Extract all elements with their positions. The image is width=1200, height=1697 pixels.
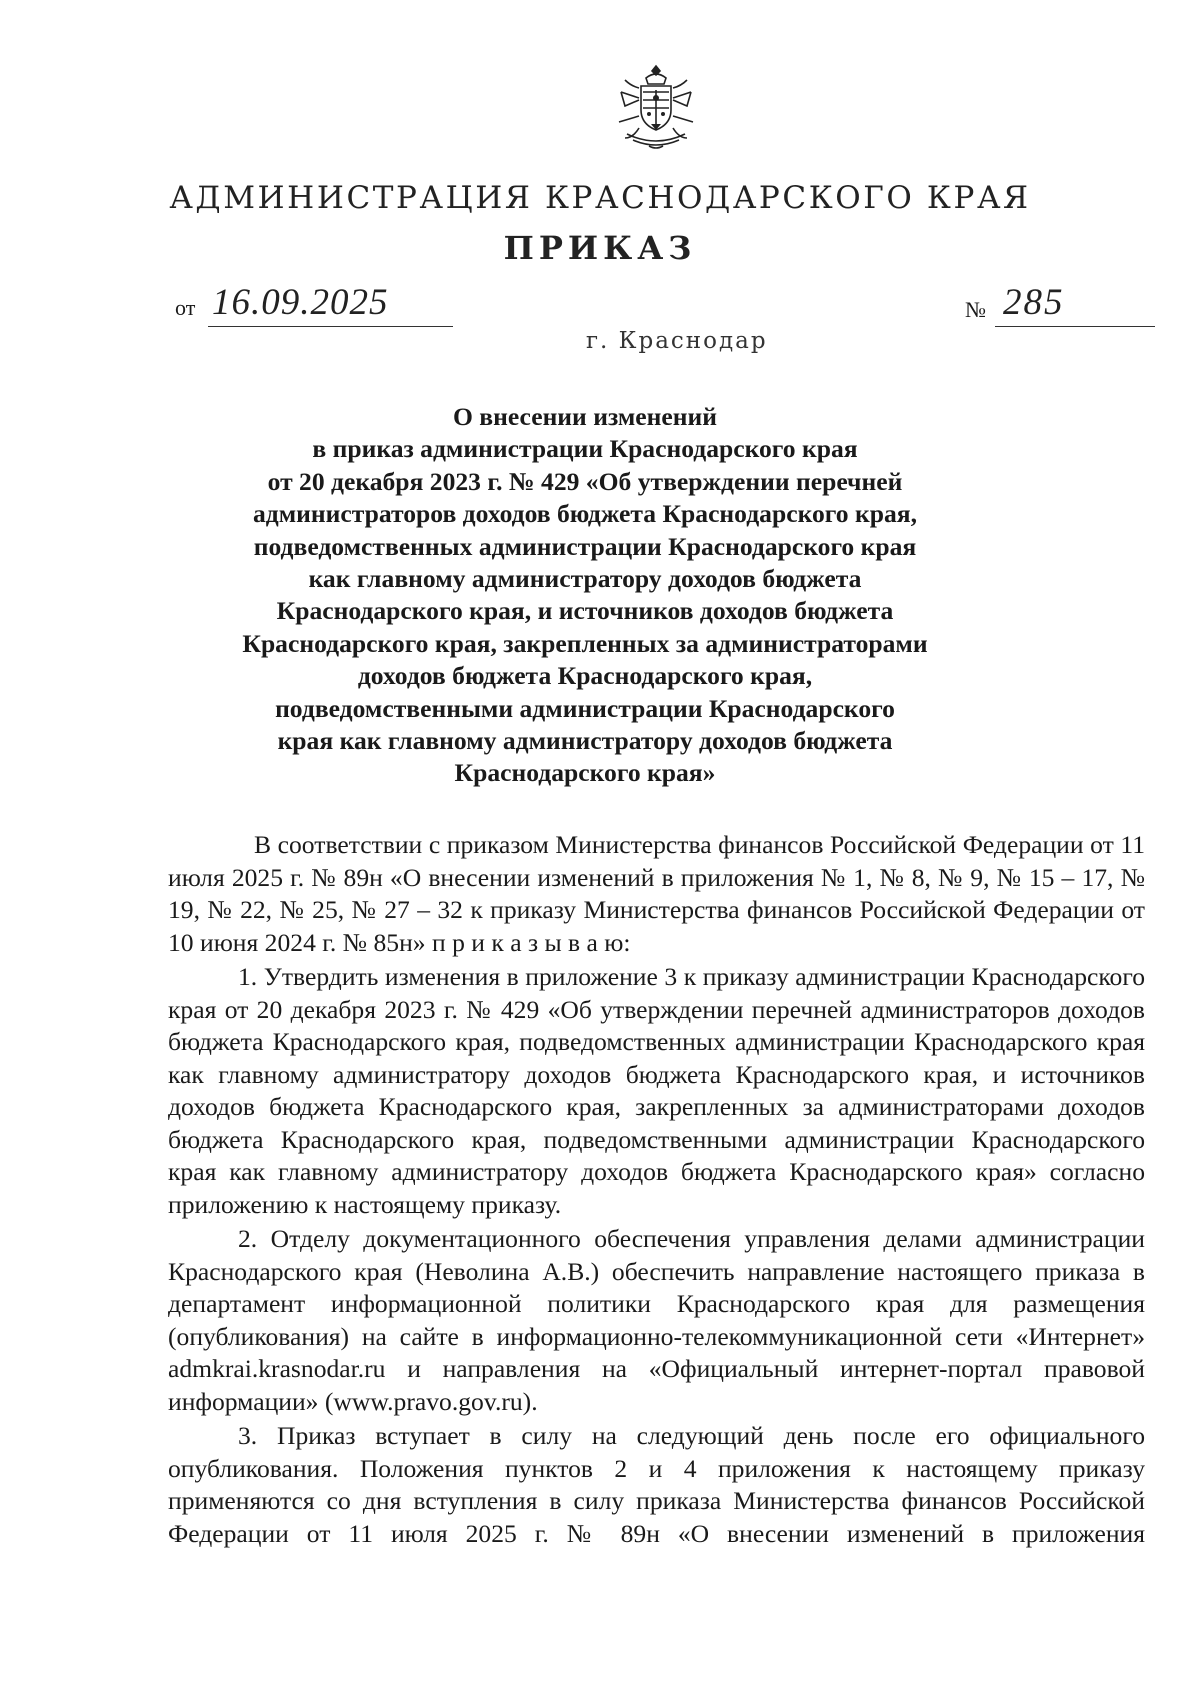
paragraph-item-2: 2. Отделу документационного обеспечения управления делами администрации Краснодарского края (Неволина А.В.) обеспечить направление настоящего приказа в департамент информационной политики Краснодарского края для размещения (опубликования) на сайте в информационно-телекоммуникационной сети «Интернет» admkrai.krasnodar.ru и направления на «Официальный интернет-портал правовой информации» (www.pravo.gov.ru). — [168, 1224, 1145, 1416]
title-line: Краснодарского края, и источников доходов бюджета — [276, 596, 894, 626]
title-line: как главному администратору доходов бюджета — [308, 564, 862, 594]
number-underline — [995, 326, 1155, 327]
paragraph-preamble: В соответствии с приказом Министерства финансов Российской Федерации от 11 июля 2025 г. № 89н «О внесении изменений в приложения № 1, № 8, № 9, № 15 – 17, № 19, № 22, № 25, № 27 – 32 к приказу Министерства финансов Российской Федерации от 10 июня 2024 г. № 85н» п р и к а з ы в а ю: — [168, 830, 1145, 957]
title-line: края как главному администратору доходов бюджета — [277, 726, 893, 756]
title-line: подведомственных администрации Краснодарского края — [253, 531, 917, 561]
paragraph-item-3: 3. Приказ вступает в силу на следующий день после его официального опубликования. Положения пунктов 2 и 4 приложения к настоящему приказу применяются со дня вступления в силу приказа Министерства финансов Российской Федерации от 11 июля 2025 г. № 89н «О внесении изменений в приложения — [168, 1421, 1145, 1548]
document-type: ПРИКАЗ — [503, 229, 697, 267]
handwritten-number: 285 — [1003, 282, 1065, 323]
title-line: О внесении изменений — [452, 402, 718, 431]
city: г. Краснодар — [586, 328, 768, 354]
title-line: доходов бюджета Краснодарского края, — [357, 661, 813, 691]
number-label: № — [965, 297, 986, 322]
organization-name: АДМИНИСТРАЦИЯ КРАСНОДАРСКОГО КРАЯ — [169, 180, 1031, 216]
title-line: Краснодарского края» — [454, 758, 716, 788]
coat-of-arms-icon — [613, 62, 699, 152]
title-line: в приказ администрации Краснодарского края — [312, 434, 858, 464]
document-title — [150, 401, 1020, 790]
handwritten-date: 16.09.2025 — [212, 282, 389, 323]
date-underline — [208, 326, 453, 327]
title-line: Краснодарского края, закрепленных за администраторами — [242, 628, 928, 658]
title-line: подведомственными администрации Краснодарского — [275, 693, 895, 723]
document-body — [168, 829, 1145, 1550]
title-line: администраторов доходов бюджета Краснодарского края, — [253, 499, 917, 529]
date-label: от — [175, 295, 196, 320]
paragraph-item-1: 1. Утвердить изменения в приложение 3 к приказу администрации Краснодарского края от 20 декабря 2023 г. № 429 «Об утверждении перечней администраторов доходов бюджета Краснодарского края, подведомственных администрации Краснодарского края как главному администратору доходов бюджета Краснодарского края, и источников доходов бюджета Краснодарского края, закрепленных за администраторами доходов бюджета Краснодарского края, подведомственными администрации Краснодарского края как главному администратору доходов бюджета Краснодарского края» согласно приложению к настоящему приказу. — [168, 962, 1145, 1219]
title-line: от 20 декабря 2023 г. № 429 «Об утверждении перечней — [267, 466, 903, 496]
